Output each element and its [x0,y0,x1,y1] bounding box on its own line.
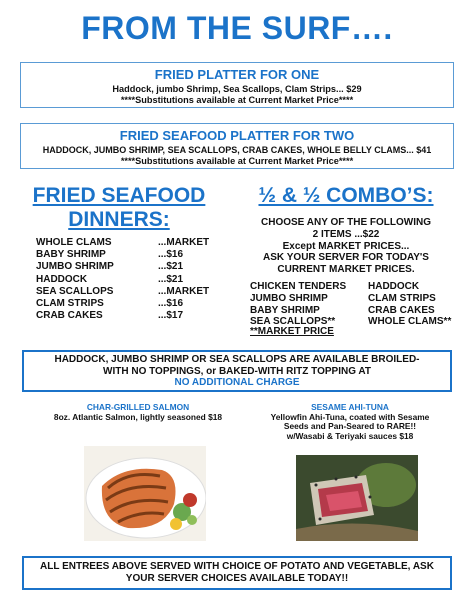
combo-intro-line: ASK YOUR SERVER FOR TODAY'S [263,252,429,264]
combo-item: CHICKEN TENDERS [250,281,347,292]
combo-item: SEA SCALLOPS** [250,316,336,328]
dinner-name: HADDOCK [36,273,88,285]
combo-item: HADDOCK [368,281,420,292]
list-item [36,298,236,310]
platter-one-items: Haddock, jumbo Shrimp, Sea Scallops, Clam Strips... $29 [112,84,362,94]
page-title: FROM THE SURF…. [81,10,393,46]
footer-note-box [22,556,452,590]
broiled-option-box [22,350,452,392]
list-item [36,286,236,298]
dinners-list [36,237,236,322]
combo-market-note: **MARKET PRICE [250,326,334,337]
dinner-price: ...$16 [158,249,184,261]
dinner-price: ...$21 [158,261,184,273]
dinner-price: ...$17 [158,310,184,322]
list-item [36,310,236,322]
platter-two-heading: FRIED SEAFOOD PLATTER FOR TWO [119,128,355,143]
broiled-line: WITH NO TOPPINGS, or BAKED-WITH RITZ TOPPING AT [103,365,371,377]
combo-intro-line: Except MARKET PRICES... [282,240,410,252]
list-item [36,249,236,261]
footer-line: YOUR SERVER CHOICES AVAILABLE TODAY!! [125,572,349,584]
combo-item: WHOLE CLAMS** [368,316,452,328]
combo-intro-line: CHOOSE ANY OF THE FOLLOWING [261,217,431,228]
footer-line: ALL ENTREES ABOVE SERVED WITH CHOICE OF POTATO AND VEGETABLE, ASK [40,561,434,572]
combo-heading: ½ & ½ COMBO’S: [258,184,434,207]
tuna-dish [250,403,450,441]
platter-two-note: ****Substitutions available at Current Market Price**** [120,156,354,166]
salmon-desc: 8oz. Atlantic Salmon, lightly seasoned $18 [53,411,223,422]
salmon-dish [40,403,236,422]
list-item [36,274,236,286]
combo-intro-line: CURRENT MARKET PRICES. [277,264,415,276]
platter-one-note: ****Substitutions available at Current Market Price**** [120,95,354,105]
dinners-heading-line1: FRIED SEAFOOD [32,184,206,207]
dinner-name: CRAB CAKES [36,310,103,322]
salmon-name: CHAR-GRILLED SALMON [86,402,190,412]
list-item [36,261,236,273]
combo-intro-line: 2 ITEMS ...$22 [312,228,380,240]
combo-intro [236,217,456,276]
dinner-name: JUMBO SHRIMP [36,261,114,273]
salmon-photo [84,446,206,541]
dinner-name: CLAM STRIPS [36,298,104,310]
tuna-photo [296,455,418,541]
tuna-desc: Seeds and Pan-Seared to RARE!! [283,421,417,432]
platter-two-items: HADDOCK, JUMBO SHRIMP, SEA SCALLOPS, CRAB CAKES, WHOLE BELLY CLAMS... $41 [42,145,432,155]
tuna-desc: Yellowfin Ahi-Tuna, coated with Sesame [270,411,430,422]
platter-two-box [20,123,454,169]
combo-items [250,281,460,328]
broiled-line: NO ADDITIONAL CHARGE [174,377,300,388]
dinner-price: ...$16 [158,298,184,310]
tuna-name: SESAME AHI-TUNA [311,402,389,412]
tuna-desc: w/Wasabi & Teriyaki sauces $18 [286,430,414,441]
platter-one-box [20,62,454,108]
dinner-price: ...MARKET [158,285,210,297]
dinner-name: WHOLE CLAMS [36,237,112,248]
dinner-name: BABY SHRIMP [36,249,106,261]
list-item [36,237,236,249]
dinners-heading-line2: DINNERS: [68,208,170,231]
combo-item: CRAB CAKES [368,304,435,316]
dinners-heading [24,184,214,232]
combo-item: JUMBO SHRIMP [250,292,328,304]
dinner-price: ...$21 [158,273,184,285]
combo-item: BABY SHRIMP [250,304,320,316]
platter-one-heading: FRIED PLATTER FOR ONE [154,67,320,82]
combo-item: CLAM STRIPS [368,292,436,304]
broiled-line: HADDOCK, JUMBO SHRIMP OR SEA SCALLOPS ARE AVAILABLE BROILED- [54,354,420,365]
dinner-price: ...MARKET [158,237,210,248]
dinner-name: SEA SCALLOPS [36,285,114,297]
